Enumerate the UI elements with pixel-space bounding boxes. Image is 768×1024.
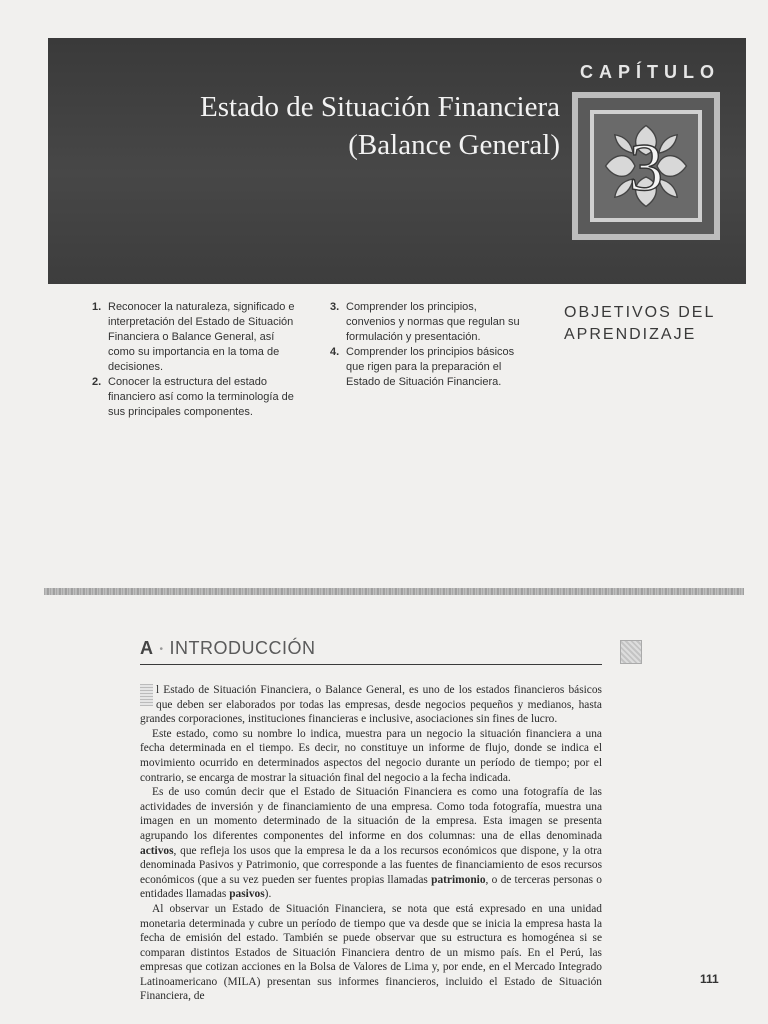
chapter-title-line2: (Balance General) (348, 129, 560, 161)
objective-text: Comprender los principios, convenios y normas que regulan su formulación y presentación. (346, 301, 520, 343)
term-patrimonio: patrimonio (431, 873, 486, 886)
objectives-column-2 (330, 300, 528, 390)
ornament-icon (578, 98, 714, 234)
section-marker-icon (620, 640, 642, 664)
paragraph-text: l Estado de Situación Financiera, o Balance General, es uno de los estados financieros básicos que deben ser elaborados por todas las empresas, desde negocios pequeños y medianos, hasta grandes corporaciones, instituciones financieras e inclusive, asociaciones sin fines de lucro. (140, 684, 602, 726)
section-title: INTRODUCCIÓN (169, 638, 316, 658)
body-text (140, 683, 602, 1004)
drop-cap-icon (140, 684, 153, 706)
paragraph: Este estado, como su nombre lo indica, muestra para un negocio la situación financiera a una fecha determinada en el tiempo. Es decir, no constituye un informe de flujo, donde se indica el movimiento ocurrido en determinados aspectos del negocio durante un período de tiempo; por el contrario, se encarga de mostrar la situación final del negocio a la fecha indicada. (140, 727, 602, 784)
section-letter: A (140, 638, 154, 658)
paragraph (140, 683, 602, 727)
chapter-banner (48, 38, 746, 284)
objectives-heading-line1: OBJETIVOS DEL (564, 304, 716, 321)
paragraph-text: Es de uso común decir que el Estado de Situación Financiera es como una fotografía de las actividades de inversión y de financiamiento de una empresa. Como toda fotografía, muestra una imagen en un momento determinado de la situación de la empresa. Esta imagen se presenta agrupando los diferentes componentes del informe en dos columnas: una de ellas denominada (140, 786, 602, 842)
section-divider (44, 588, 744, 595)
term-pasivos: pasivos (229, 888, 265, 901)
objective-number: 2. (92, 376, 102, 388)
paragraph-text: , o de terceras personas o entidades llamadas (140, 873, 602, 901)
objective-text: Comprender los principios básicos que rigen para la preparación el Estado de Situación Financiera. (346, 346, 515, 388)
objective-number: 3. (330, 301, 340, 313)
page-number: 111 (700, 972, 719, 986)
paragraph-text: ). (264, 888, 272, 901)
objective-number: 1. (92, 301, 102, 313)
objective-item (92, 300, 298, 375)
section-separator: • (159, 643, 164, 655)
chapter-emblem (572, 92, 720, 240)
paragraph-text: , que refleja los usos que la empresa le da a los recursos económicos que dispone, y la otra denominada Pasivos y Patrimonio, que corresponde a las fuentes de financiamiento de esos recursos económicos (que a su vez pueden ser fuentes propias llamadas (140, 844, 602, 886)
section-heading (140, 638, 602, 665)
objective-number: 4. (330, 346, 340, 358)
chapter-title (60, 88, 560, 164)
objectives-column-1 (92, 300, 298, 420)
objective-text: Conocer la estructura del estado financiero así como la terminología de sus principales componentes. (108, 376, 294, 418)
chapter-title-line1: Estado de Situación Financiera (200, 91, 560, 123)
chapter-label: CAPÍTULO (580, 62, 720, 82)
paragraph: Al observar un Estado de Situación Financiera, se nota que está expresado en una unidad monetaria determinada y cubre un período de tiempo que va desde que se inicia la empresa hasta la fecha de emisión del estado. También se puede observar que su estructura es homogénea si se comparan distintos Estados de Situación Financiera dentro de un mismo país. En el Perú, las empresas que cotizan acciones en la Bolsa de Valores de Lima y, por ende, en el Mercado Integrado Latinoamericano (MILA) presentan sus informes financieros, incluido el Estado de Situación Financiera, de (140, 902, 602, 1003)
chapter-number: 3 (629, 128, 663, 205)
term-activos: activos (140, 844, 174, 857)
objective-text: Reconocer la naturaleza, significado e interpretación del Estado de Situación Financiera o Balance General, así como su importancia en la toma de decisiones. (108, 301, 295, 373)
objective-item (330, 345, 528, 390)
paragraph (140, 785, 602, 902)
objectives-heading (564, 302, 734, 346)
objective-item (330, 300, 528, 345)
objective-item (92, 375, 298, 420)
objectives-heading-line2: APRENDIZAJE (564, 326, 697, 343)
